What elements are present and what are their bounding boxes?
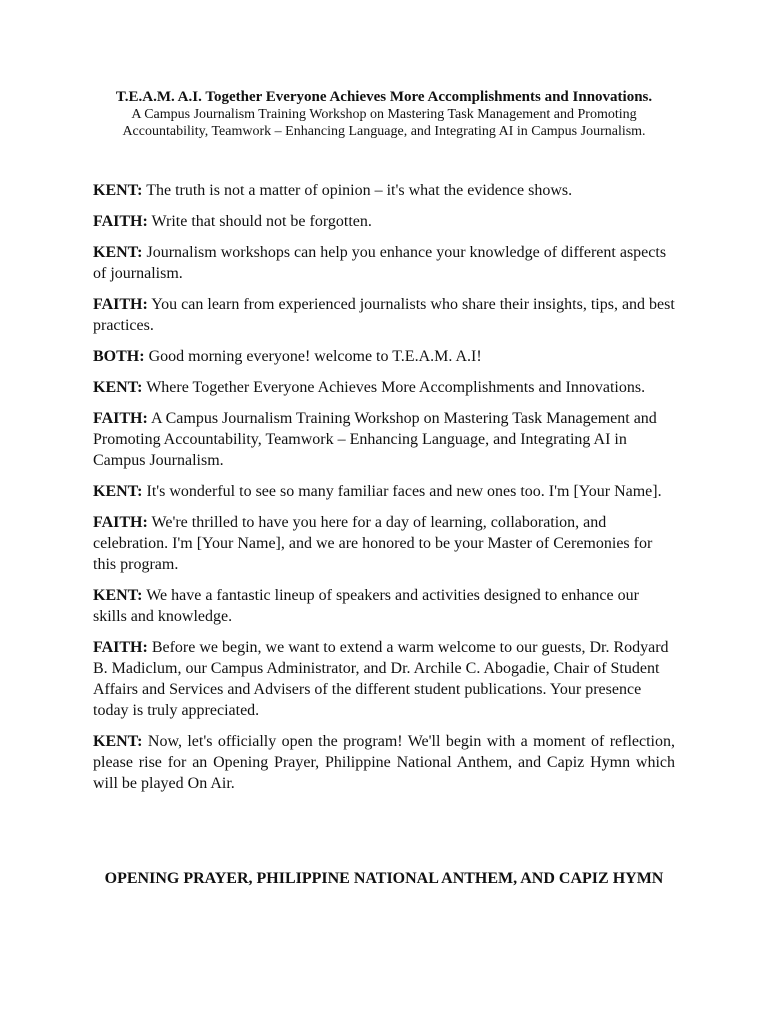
- script-line: [93, 512, 675, 575]
- document-header: [92, 88, 676, 140]
- mc-script: [93, 180, 675, 804]
- script-line: [93, 408, 675, 471]
- script-line: [93, 585, 675, 627]
- line-text: The truth is not a matter of opinion – it's what the evidence shows.: [146, 182, 573, 199]
- speaker-label: FAITH:: [93, 639, 148, 656]
- line-text: You can learn from experienced journalists who share their insights, tips, and best practices.: [93, 296, 675, 334]
- script-line: [93, 242, 675, 284]
- script-line: [93, 481, 675, 502]
- segment-heading: OPENING PRAYER, PHILIPPINE NATIONAL ANTHEM, AND CAPIZ HYMN: [104, 870, 664, 887]
- line-text: Where Together Everyone Achieves More Accomplishments and Innovations.: [146, 379, 646, 396]
- line-text: Write that should not be forgotten.: [151, 213, 372, 230]
- line-text: Journalism workshops can help you enhance your knowledge of different aspects of journalism.: [93, 244, 667, 282]
- script-line: [93, 637, 675, 721]
- speaker-label: KENT:: [93, 733, 143, 750]
- document-title: T.E.A.M. A.I. Together Everyone Achieves More Accomplishments and Innovations.: [115, 89, 653, 105]
- line-text: It's wonderful to see so many familiar faces and new ones too. I'm [Your Name].: [146, 483, 662, 500]
- speaker-label: BOTH:: [93, 348, 145, 365]
- speaker-label: FAITH:: [93, 296, 148, 313]
- speaker-label: FAITH:: [93, 514, 148, 531]
- speaker-label: FAITH:: [93, 410, 148, 427]
- script-line: [93, 731, 675, 794]
- speaker-label: KENT:: [93, 379, 143, 396]
- line-text: A Campus Journalism Training Workshop on Mastering Task Management and Promoting Accountability, Teamwork – Enhancing Language, and Integrating AI in Campus Journalism.: [93, 410, 657, 469]
- script-line: [93, 294, 675, 336]
- line-text: Before we begin, we want to extend a warm welcome to our guests, Dr. Rodyard B. Madiclum, our Campus Administrator, and Dr. Archile C. Abogadie, Chair of Student Affairs and Services and Advisers of the different student publications. Your presence today is truly appreciated.: [93, 639, 669, 719]
- script-line: [93, 377, 675, 398]
- speaker-label: KENT:: [93, 244, 143, 261]
- line-text: We have a fantastic lineup of speakers and activities designed to enhance our skills and knowledge.: [93, 587, 639, 625]
- document-subtitle: A Campus Journalism Training Workshop on Mastering Task Management and Promoting Accountability, Teamwork – Enhancing Language, and Integrating AI in Campus Journalism.: [122, 107, 646, 139]
- script-line: [93, 346, 675, 367]
- speaker-label: KENT:: [93, 182, 143, 199]
- line-text: We're thrilled to have you here for a day of learning, collaboration, and celebration. I'm [Your Name], and we are honored to be your Master of Ceremonies for this program.: [93, 514, 653, 573]
- script-line: [93, 211, 675, 232]
- speaker-label: KENT:: [93, 587, 143, 604]
- speaker-label: FAITH:: [93, 213, 148, 230]
- speaker-label: KENT:: [93, 483, 143, 500]
- line-text: Good morning everyone! welcome to T.E.A.M. A.I!: [148, 348, 482, 365]
- script-line: [93, 180, 675, 201]
- line-text: Now, let's officially open the program! We'll begin with a moment of reflection, please rise for an Opening Prayer, Philippine National Anthem, and Capiz Hymn which will be played On Air.: [93, 733, 676, 792]
